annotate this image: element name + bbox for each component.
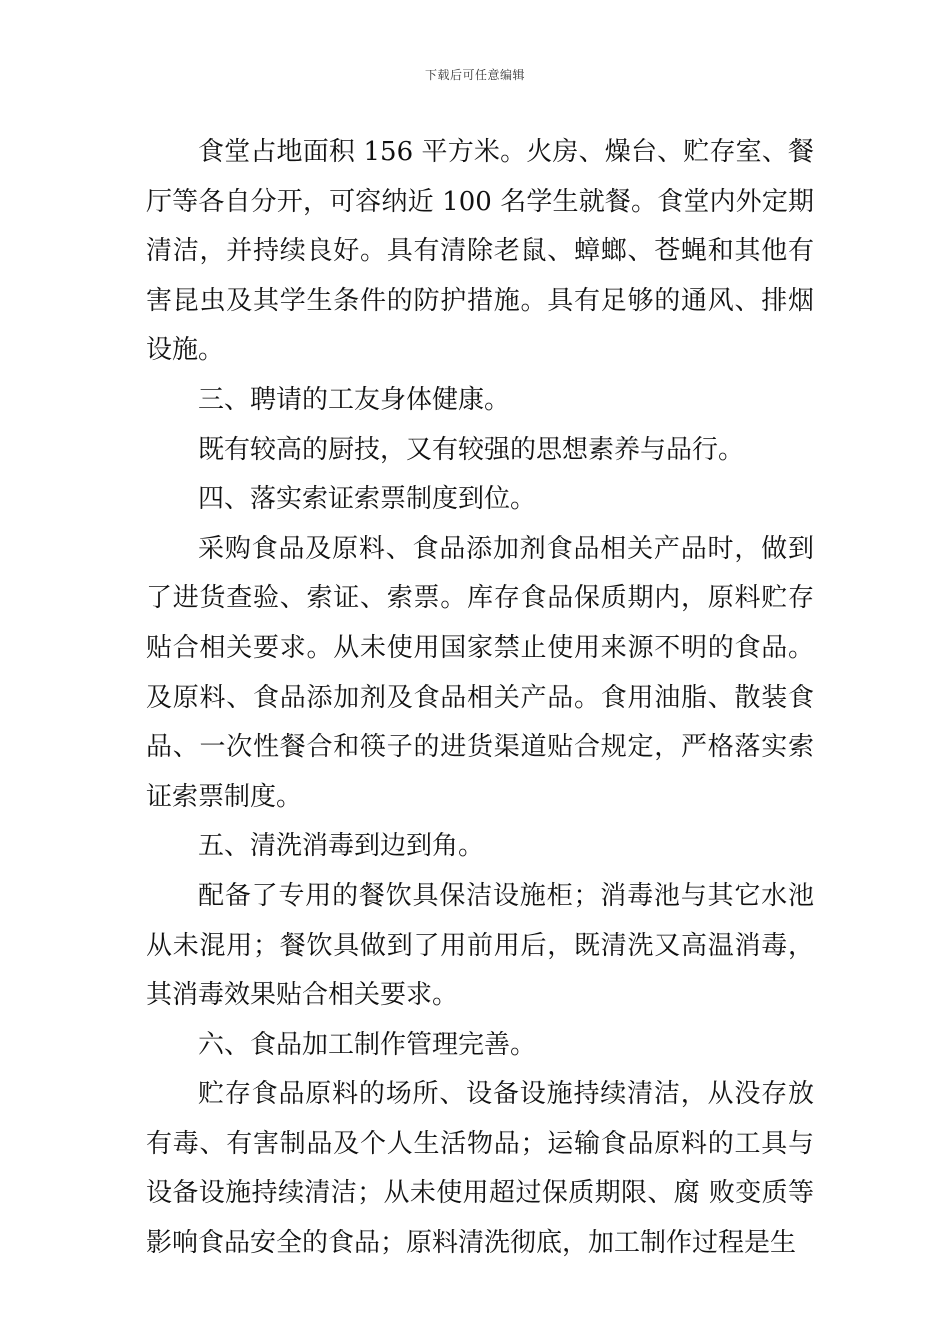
paragraph-staff-quality: 既有较高的厨技，又有较强的思想素养与品行。 bbox=[198, 434, 745, 465]
paragraph-food-processing: 贮存食品原料的场所、设备设施持续清洁，从没存放有毒、有害制品及个人生活物品；运输食品原料的工具与设备设施持续清洁；从未使用超过保质期限、腐 败变质等影响食品安全的食品；原料清洗彻底，加工制作过程是生 bbox=[146, 1079, 814, 1259]
page-header: 下载后可任意编辑 bbox=[424, 68, 525, 82]
paragraph-procurement: 采购食品及原料、食品添加剂食品相关产品时，做到了进货查验、索证、索票。库存食品保质期内，原料贮存贴合相关要求。从未使用国家禁止使用来源不明的食品。及原料、食品添加剂及食品相关产品。食用油脂、散装食品、一次性餐合和筷子的进货渠道贴合规定，严格落实索证索票制度。 bbox=[146, 533, 814, 812]
document-body bbox=[146, 128, 814, 1269]
section-heading-six: 六、食品加工制作管理完善。 bbox=[198, 1029, 537, 1060]
section-heading-five: 五、清洗消毒到边到角。 bbox=[198, 831, 485, 862]
paragraph-disinfection: 配备了专用的餐饮具保洁设施柜；消毒池与其它水池从未混用；餐饮具做到了用前用后，既清洗又高温消毒，其消毒效果贴合相关要求。 bbox=[146, 880, 814, 1011]
paragraph-canteen-facilities: 食堂占地面积 156 平方米。火房、燥台、贮存室、餐厅等各自分开，可容纳近 100 名学生就餐。食堂内外定期清洁，并持续良好。具有清除老鼠、蟑螂、苍蝇和其他有害昆虫及其学生条件的防护措施。具有足够的通风、排烟设施。 bbox=[146, 137, 814, 366]
section-heading-three: 三、聘请的工友身体健康。 bbox=[198, 384, 511, 415]
section-heading-four: 四、落实索证索票制度到位。 bbox=[198, 484, 537, 515]
